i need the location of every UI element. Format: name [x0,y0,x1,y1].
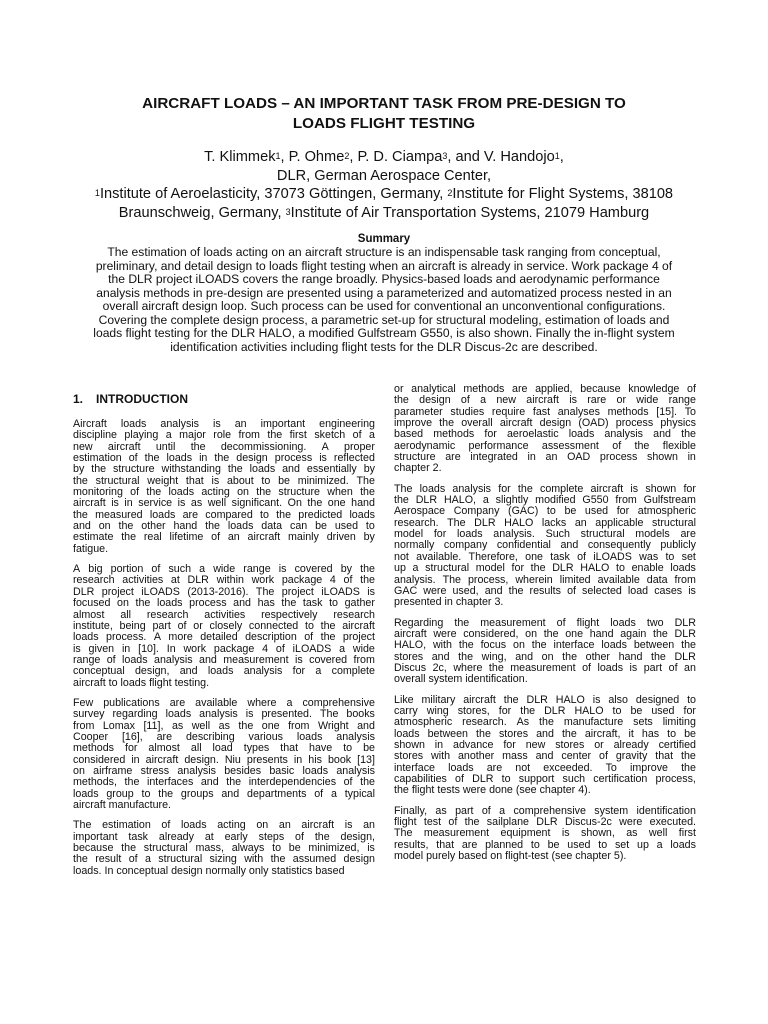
author-names: T. Klimmek$^1$, P. Ohme$^2$, P. D. Ciampa$^3$, and V. Handojo$^1$, [204,149,564,165]
body-line: Like military aircraft the DLR HALO is also designed to [394,693,696,706]
body-line: aerodynamic performance assessment of the flexible [394,439,696,452]
body-line: aircraft manufacture. [73,799,172,811]
body-line: survey regarding loads analysis is presented. The books [73,708,375,721]
body-paragraph [394,695,696,797]
body-line: loads process. A more detailed description of the project [73,631,375,644]
body-line: carry wing stores, for the DLR HALO to be used for [394,704,696,717]
body-line: estimate the real lifetime of an aircraft mainly driven by [73,531,375,544]
affiliation-superscript: 2 [447,188,453,198]
body-line: chapter 2. [394,462,442,475]
body-line: parameter studies require fast analyses methods [15]. To [394,405,696,418]
body-line: GAC were used, and the results of selected load cases is [394,584,696,597]
affiliation-superscript: 3 [442,151,448,161]
body-line: normally company confidential and consequently publicly [394,539,696,552]
body-line: loads between the stores and the aircraft, it has to be [394,727,696,740]
body-line: from Lomax [11], as well as the one from Wright and [73,719,375,732]
body-line: research. The DLR HALO lacks an applicable structural [394,516,696,529]
summary-line: analysis methods in pre-design are presented using a parameterized and automatized process nested in an [96,285,672,300]
summary-line: The estimation of loads acting on an aircraft structure is an indispensable task ranging from conceptual, [107,245,661,259]
body-line: the measured loads are compared to the predicted loads [73,508,375,521]
body-line: range of loads analysis and measurement is covered from [73,653,375,666]
affiliation-superscript: 1 [554,151,560,161]
body-line: results, that are planned to be used to set up a loads [394,838,696,851]
body-line: Finally, as part of a comprehensive system identification [394,804,696,817]
body-paragraph [394,384,696,475]
body-line: the design of a new aircraft is rare or wide range [394,394,696,407]
body-line: Few publications are available where a comprehensive [73,696,375,709]
section-title: INTRODUCTION [96,392,188,406]
body-line: model for loads analysis. Such structural models are [394,528,696,541]
body-line: The loads analysis for the complete aircraft is shown for [394,482,696,495]
body-line: stores and the wing, and on the other hand the DLR [394,650,696,663]
body-line: interface loads are not exceeded. To improve the [394,761,696,774]
section-number: 1. [73,392,84,406]
affiliation-superscript: 2 [344,151,350,161]
author-block [30,148,738,222]
affiliation-superscript: 1 [275,151,281,161]
body-line: capabilities of DLR to support such certification process, [394,773,696,785]
body-line: Aerospace Company (GAC) to be used for atmospheric [394,505,696,518]
body-line: HALO, with the focus on the interface loads between the [394,639,696,652]
body-line: important task already at early steps of the design, [73,830,375,843]
body-line: stores with another mass and center of gravity that the [394,750,696,763]
body-line: by the structure withstanding the loads and essentially by [73,463,375,476]
left-column [73,392,375,886]
summary-line: Covering the complete design process, a parametric set-up for structural modeling, estimation of loads and [98,312,670,327]
title-line: AIRCRAFT LOADS – AN IMPORTANT TASK FROM PRE-DESIGN TO [142,95,626,112]
summary-line: the DLR project iLOADS covers the range broadly. Physics-based loads and aerodynamic performance [108,272,660,286]
summary-abstract [60,246,708,354]
body-line: aircraft is in service is as well significant. On the one hand [73,497,375,510]
body-paragraph [394,618,696,686]
body-line: the flight tests were done (see chapter 4). [394,784,591,797]
affiliation-superscript: 3 [285,206,291,217]
body-line: Cooper [16], are describing various loads analysis [73,730,375,743]
body-paragraph [73,698,375,811]
section-heading-introduction [73,392,375,406]
body-line: methods for almost all load types that have to be [73,742,375,755]
body-line: because the structural mass, always to be minimized, is [73,842,375,855]
body-line: A big portion of such a wide range is covered by the [73,563,375,576]
body-line: new aircraft until the decommissioning. A proper [73,440,375,453]
body-line: improve the overall aircraft design (OAD) process physics [394,417,696,430]
body-line: presented in chapter 3. [394,596,504,609]
summary-line: loads flight testing for the DLR HALO, a modified Gulfstream G550, is also shown. Finally the in-flight system [93,326,675,340]
body-line: Discus 2c, where the measurement of loads is part of an [394,661,696,674]
body-line: not available. Therefore, one task of iLOADS was to set [394,550,696,563]
body-paragraph [394,806,696,863]
affiliation-superscript: 1 [94,188,100,198]
body-line: monitoring of the loads acting on the structure when the [73,486,375,499]
body-line: focused on the loads process and has the task to gather [73,597,375,610]
body-line: the structural weight that is about to be minimized. The [73,474,375,487]
body-line: conceptual design, and loads analysis for a complete [73,665,375,678]
left-column-body [73,419,375,877]
body-line: overall system identification. [394,673,528,686]
body-line: DLR project iLOADS (2013-2016). The project iLOADS is [73,585,375,598]
body-line: considered in aircraft design. Niu presents in his book [13] [73,753,375,766]
body-line: up a structural model for the DLR HALO to enable loads [394,562,696,575]
body-line: model purely based on flight-test (see chapter 5). [394,850,627,863]
summary-line: preliminary, and detail design to loads flight testing when an aircraft is already in service. Work package 4 of [95,258,673,273]
body-paragraph [73,820,375,877]
body-paragraph [73,419,375,555]
body-line: almost all research activities respectively research [73,608,375,621]
right-column-body [394,384,696,862]
title-line: LOADS FLIGHT TESTING [292,115,476,132]
body-line: fatigue. [73,542,109,555]
body-line: aircraft to loads flight testing. [73,676,210,689]
organization: DLR, German Aerospace Center, [276,167,492,184]
body-paragraph [394,484,696,609]
body-line: on airframe stress analysis besides basic loads analysis [73,764,375,777]
body-line: atmospheric research. As the manufacture sets limiting [394,716,696,729]
body-line: discipline playing a major role from the first sketch of a [73,429,375,442]
body-line: institute, being part of or closely connected to the aircraft [73,619,375,632]
summary-line: identification activities including flight tests for the DLR Discus-2c are described. [170,339,598,354]
body-line: The measurement equipment is shown, as well first [394,827,696,840]
summary-line: overall aircraft design loop. Such process can be used for conventional an unconventional configurations. [102,299,666,313]
body-paragraph [73,564,375,689]
body-line: flight test of the sailplane DLR Discus-2c were executed. [394,816,696,829]
body-line: the result of a structural sizing with the assumed design [73,853,375,866]
body-line: analysis. The process, wherein limited available data from [394,573,696,586]
body-line: aircraft were considered, on the one hand again the DLR [394,627,696,640]
body-line: estimation of the loads in the design process is reflected [73,452,375,465]
body-line: or analytical methods are applied, because knowledge of [394,383,696,395]
body-line: loads. In conceptual design normally only statistics based [73,864,345,877]
body-line: structure are integrated in an OAD process shown in [394,451,696,464]
body-line: shown in advance for new stores or already certified [394,738,696,751]
body-line: methods, the interfaces and the interdependencies of the [73,776,375,789]
paper-title [60,94,708,134]
body-line: the DLR HALO, a slightly modified G550 from Gulfstream [394,494,696,507]
body-line: Aircraft loads analysis is an important engineering [73,418,375,430]
summary-heading: Summary [357,233,411,245]
affiliations-line-1: $^1$Institute of Aeroelasticity, 37073 Göttingen, Germany, $^2$Institute for Flight Systems, 38108 [94,186,674,202]
body-line: is given in [10]. In work package 4 of iLOADS a wide [73,642,375,655]
body-line: research activities at DLR within work package 4 of the [73,574,375,587]
affiliations-line-2: Braunschweig, Germany, $^3$Institute of Air Transportation Systems, 21079 Hamburg [118,204,650,221]
body-line: and on the other hand the loads data can be used to [73,520,375,533]
body-line: The estimation of loads acting on an aircraft is an [73,819,375,832]
body-line: Regarding the measurement of flight loads two DLR [394,616,696,629]
body-line: based methods for aeroelastic loads analysis and the [394,428,696,441]
right-column [394,384,696,871]
body-line: loads group to the groups and departments of a typical [73,787,375,800]
